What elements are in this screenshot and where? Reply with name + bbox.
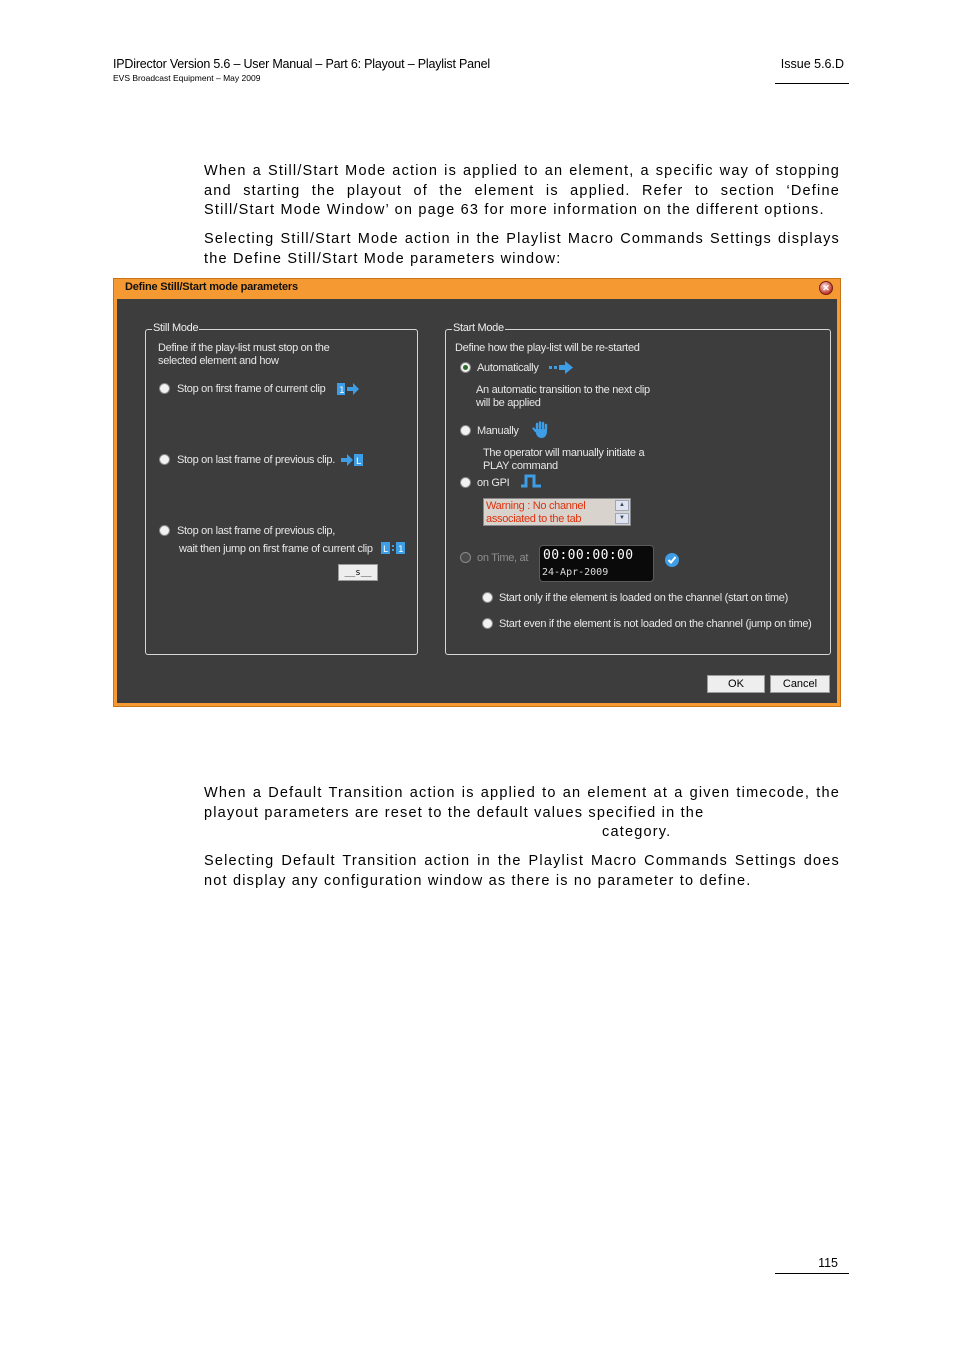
- start-even-if-not-loaded-radio[interactable]: [482, 618, 493, 629]
- paragraph-default-transition-text: When a Default Transition action is applied to an element at a given timecode, the playout parameters are reset to the default values specified in the: [204, 785, 840, 821]
- paragraph-still-start-intro: When a Still/Start Mode action is applied to an element, a specific way of stopping and starting the playout of the element is applied. Refer to section ‘Define Still/Start Mode Window’ on page 63 for more information on the different options.: [204, 163, 840, 218]
- paragraph-still-start-window: Selecting Still/Start Mode action in the Playlist Macro Commands Settings displays the Define Still/Start Mode parameters window:: [204, 231, 840, 267]
- paragraph-default-transition-config: Selecting Default Transition action in the Playlist Macro Commands Settings does not display any configuration window as there is no parameter to define.: [204, 853, 840, 889]
- close-icon[interactable]: ✕: [819, 281, 833, 295]
- svg-text:L: L: [383, 545, 389, 555]
- header-rule: [775, 83, 849, 84]
- manual-description: The operator will manually initiate a: [483, 447, 645, 459]
- header-title: IPDirector Version 5.6 – User Manual – Part 6: Playout – Playlist Panel: [113, 57, 490, 71]
- still-last-then-first-label: Stop on last frame of previous clip,: [177, 525, 335, 537]
- start-automatically-label: Automatically: [477, 362, 539, 374]
- auto-description-2: will be applied: [476, 397, 541, 409]
- jump-to-first-frame-icon: [336, 381, 360, 397]
- timecode-value: 00:00:00:00: [543, 548, 634, 563]
- timecode-date: 24-Apr-2009: [542, 567, 609, 578]
- still-last-then-first-radio[interactable]: [159, 525, 170, 536]
- clock-check-icon[interactable]: [664, 552, 680, 568]
- svg-text:1: 1: [398, 545, 404, 555]
- paragraph-default-transition: [204, 784, 840, 843]
- manual-description-2: PLAY command: [483, 460, 558, 472]
- jump-to-last-frame-icon: [340, 452, 364, 468]
- start-only-if-loaded-label: Start only if the element is loaded on the channel (start on time): [499, 592, 788, 604]
- timecode-field[interactable]: [539, 545, 654, 582]
- header-subtitle: EVS Broadcast Equipment – May 2009: [113, 73, 261, 83]
- gpi-warning-text: [486, 500, 611, 526]
- start-mode-description: Define how the play-list will be re-started: [455, 342, 640, 354]
- gpi-warning-line1: Warning : No channel: [486, 500, 586, 512]
- dialog-titlebar: [114, 279, 840, 299]
- still-first-frame-radio[interactable]: [159, 383, 170, 394]
- still-last-frame-radio[interactable]: [159, 454, 170, 465]
- still-last-frame-label: Stop on last frame of previous clip.: [177, 454, 335, 466]
- gpi-warning-line2: associated to the tab: [486, 513, 582, 525]
- start-on-time-radio[interactable]: [460, 552, 471, 563]
- gpi-pulse-icon: [520, 474, 542, 488]
- start-manually-radio[interactable]: [460, 425, 471, 436]
- footer-rule: [775, 1273, 849, 1274]
- still-mode-description-2: selected element and how: [158, 355, 279, 367]
- dialog-title: Define Still/Start mode parameters: [125, 281, 298, 293]
- paragraph-default-transition-category: category.: [602, 824, 672, 840]
- start-only-if-loaded-radio[interactable]: [482, 592, 493, 603]
- header-issue: Issue 5.6.D: [780, 57, 844, 71]
- start-automatically-radio[interactable]: [460, 362, 471, 373]
- start-mode-legend: Start Mode: [453, 322, 504, 334]
- cancel-button[interactable]: Cancel: [770, 675, 830, 693]
- gpi-channel-select[interactable]: [483, 498, 631, 526]
- define-still-start-dialog: [113, 278, 841, 707]
- scroll-down-icon[interactable]: ▼: [615, 513, 629, 524]
- auto-description: An automatic transition to the next clip: [476, 384, 650, 396]
- hand-icon: [532, 421, 550, 439]
- page-number: 115: [818, 1256, 838, 1270]
- auto-arrow-icon: [548, 360, 574, 375]
- last-to-first-frame-icon: [380, 540, 406, 556]
- still-mode-description: Define if the play-list must stop on the: [158, 342, 330, 354]
- ok-button[interactable]: OK: [707, 675, 765, 693]
- still-mode-legend: Still Mode: [153, 322, 199, 334]
- dialog-body: [117, 299, 837, 703]
- gpi-scrollbar[interactable]: [615, 500, 629, 524]
- still-mode-group: [145, 322, 418, 655]
- start-mode-group: [445, 322, 831, 655]
- start-on-gpi-label: on GPI: [477, 477, 510, 489]
- start-manually-label: Manually: [477, 425, 519, 437]
- still-last-then-first-label-2: wait then jump on first frame of current clip: [179, 543, 373, 555]
- delay-seconds-field[interactable]: __s__: [338, 564, 378, 581]
- svg-text:L: L: [356, 457, 362, 467]
- start-on-gpi-radio[interactable]: [460, 477, 471, 488]
- svg-text:1: 1: [339, 386, 345, 396]
- scroll-up-icon[interactable]: ▲: [615, 500, 629, 511]
- start-even-if-not-loaded-label: Start even if the element is not loaded on the channel (jump on time): [499, 618, 812, 630]
- start-on-time-label: on Time, at: [477, 552, 529, 564]
- still-first-frame-label: Stop on first frame of current clip: [177, 383, 326, 395]
